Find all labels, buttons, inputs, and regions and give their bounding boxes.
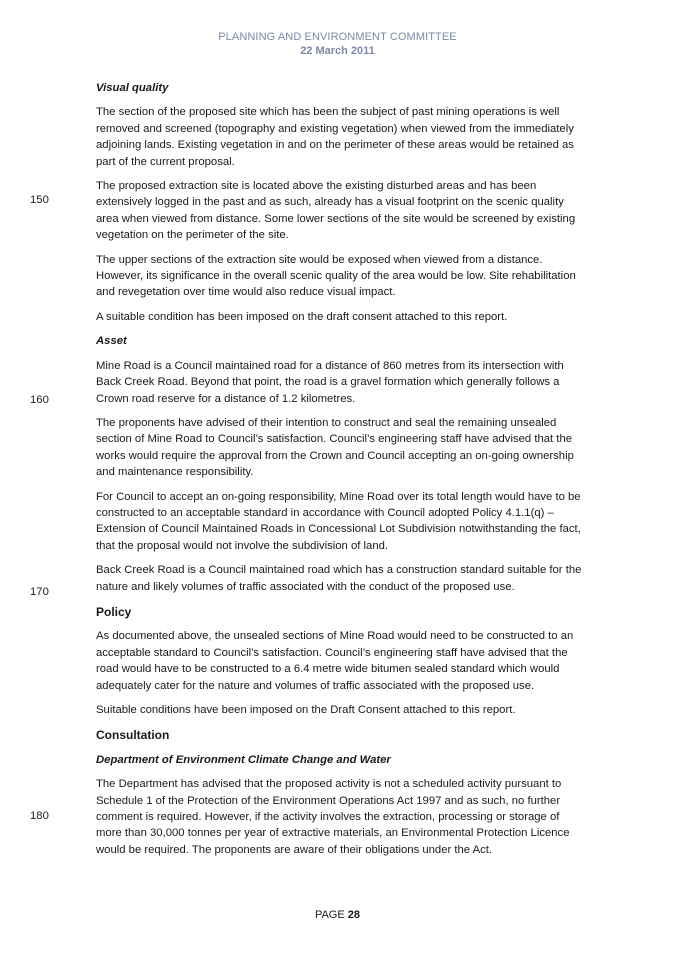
section-heading-consultation: Consultation (96, 728, 170, 743)
line-number: 180 (30, 810, 49, 822)
subsection-heading-decc: Department of Environment Climate Change and Water (96, 753, 391, 766)
line-number: 160 (30, 394, 49, 406)
meeting-date: 22 March 2011 (300, 45, 375, 57)
paragraph: Back Creek Road is a Council maintained road which has a construction standard suitable for the nature and likely volumes of traffic associated with the conduct of the proposed use. (96, 564, 582, 593)
page-footer (0, 909, 675, 921)
paragraph: Suitable conditions have been imposed on the Draft Consent attached to this report. (96, 704, 516, 716)
line-number: 170 (30, 586, 49, 598)
line-number: 150 (30, 194, 49, 206)
paragraph: The upper sections of the extraction site would be exposed when viewed from a distance. However, its significance in the overall scenic quality of the area would be low. Site rehabilitation and revegetation over time would also reduce visual impact. (96, 253, 576, 299)
page-label: PAGE (314, 909, 345, 921)
paragraph: The proponents have advised of their intention to construct and seal the remaining unsealed section of Mine Road to Council’s satisfaction. Council’s engineering staff have advised that the works would require the approval from the Crown and Council accepting an on-going ownership and maintenance responsibility. (96, 416, 574, 479)
document-body (96, 80, 582, 866)
paragraph: The proposed extraction site is located above the existing disturbed areas and has been extensively logged in the past and as such, already has a visual footprint on the scenic quality area when viewed from distance. Some lower sections of the site would be screened by existing vegetation on the perimeter of the site. (96, 180, 576, 242)
paragraph: A suitable condition has been imposed on the draft consent attached to this report. (96, 310, 508, 323)
paragraph: Mine Road is a Council maintained road for a distance of 860 metres from its intersection with Back Creek Road. Beyond that point, the road is a gravel formation which generally follows a Crown road reserve for a distance of 1.2 kilometres. (96, 359, 564, 405)
section-heading-asset: Asset (96, 335, 127, 348)
section-heading-policy: Policy (96, 604, 132, 619)
paragraph: For Council to accept an on-going responsibility, Mine Road over its total length would have to be constructed to an acceptable standard in accordance with Council adopted Policy 4.1.1(q) – Extension of Council Maintained Roads in Concessional Lot Subdivision notwithstanding the fact, that the proposal would not involve the subdivision of land. (96, 490, 581, 552)
paragraph: The section of the proposed site which has been the subject of past mining operations is well removed and screened (topography and existing vegetation) when viewed from the immediately adjoining lands. Existing vegetation in and on the perimeter of these areas would be retained as part of the current proposal. (96, 106, 574, 168)
page-number: 28 (347, 909, 361, 921)
page-header (0, 31, 675, 57)
committee-title: PLANNING AND ENVIRONMENT COMMITTEE (218, 31, 457, 43)
section-heading-visual-quality: Visual quality (96, 82, 169, 94)
paragraph: The Department has advised that the proposed activity is not a scheduled activity pursuant to Schedule 1 of the Protection of the Environment Operations Act 1997 and as such, no further comment is required. However, if the activity involves the extraction, processing or storage of more than 30,000 tonnes per year of extractive materials, an Environmental Protection Licence would be required. The proponents are aware of their obligations under the Act. (96, 778, 570, 856)
paragraph: As documented above, the unsealed sections of Mine Road would need to be constructed to an acceptable standard to Council’s satisfaction. Council’s engineering staff have advised that the road would have to be constructed to a 6.4 metre wide bitumen sealed standard which would adequately cater for the nature and volumes of traffic associated with the proposed use. (96, 630, 574, 692)
